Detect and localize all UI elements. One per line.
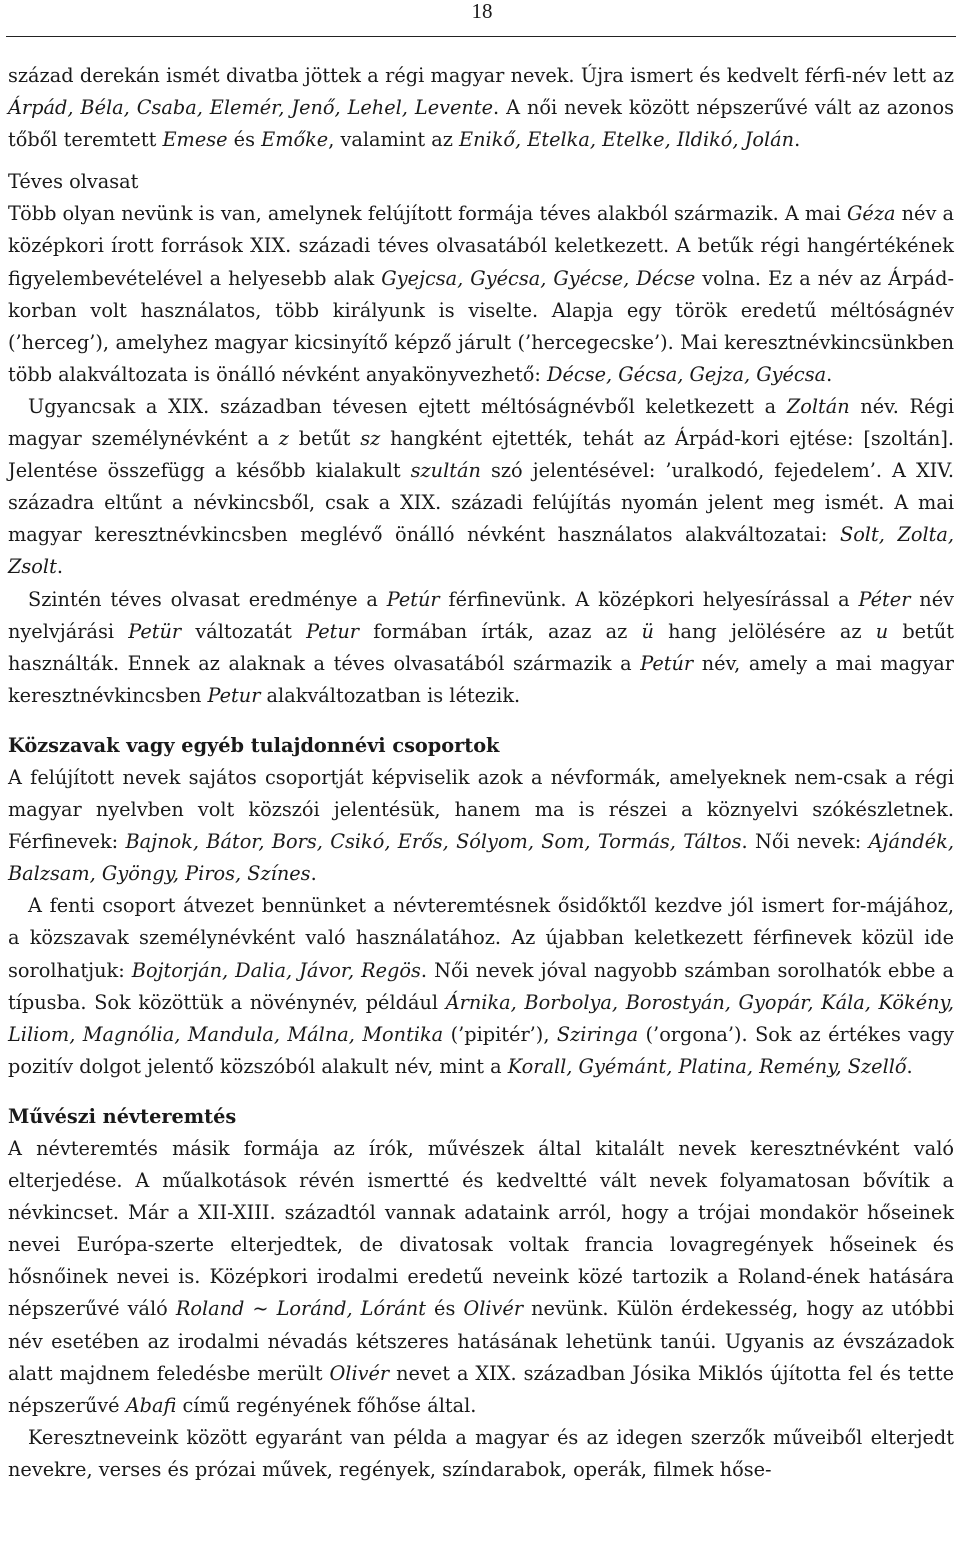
- text-run: és: [227, 128, 262, 152]
- text-run: .: [794, 128, 801, 152]
- italic-name: Ajándék, Balzsam, Gyöngy, Piros, Színes: [8, 830, 954, 886]
- paragraph-name-revival: [8, 60, 954, 156]
- paragraph-artistic-naming: [8, 1133, 954, 1422]
- text-run: Több olyan nevünk is van, amelynek felújított formája téves alakból származik. A mai: [8, 202, 848, 226]
- paragraph-foreign-works: [8, 1422, 954, 1486]
- text-run: volna. Ez a név az Árpád-korban volt használatos, több királyunk is viselte. Alapja egy török eredetű méltóságnév (’herceg’), amelyhez magyar kicsinyítő képző járult (’hercegecske’). Mai keresztnévkincsünkben több alakváltozata is önálló névként anyakönyvezhető:: [8, 266, 954, 386]
- text-run: A névteremtés másik formája az írók, művészek által kitalált nevek keresztnévként való elterjedése. A műalkotások révén ismertté és kedveltté vált nevek folyamatosan bővítik a névkincset. Már a XII-XIII. századtól vannak adataink arról, hogy a trójai mondakör hőseinek nevei Európa-szerte elterjedtek, de divatosak voltak francia lovagregények hőseinek és hősnőinek nevei is. Középkori irodalmi eredetű neveink közé tartozik a Roland-ének hatására népszerűvé váló: [8, 1137, 954, 1321]
- italic-name: Péter: [858, 587, 911, 611]
- text-run: változatát: [181, 619, 307, 643]
- text-run: . Női nevek:: [741, 830, 869, 854]
- text-run: és: [425, 1297, 464, 1321]
- text-run: hangként ejtették, tehát az Árpád-kori ejtése: [szoltán]. Jelentése összefügg a később kialakult: [8, 427, 954, 483]
- section-heading-muveszi: Művészi névteremtés: [8, 1104, 237, 1128]
- italic-name: Décse, Gécsa, Gejza, Gyécsa: [547, 362, 827, 386]
- text-run: .: [56, 555, 63, 579]
- text-run: betűt használták. Ennek az alaknak a téves olvasatából származik a: [8, 619, 954, 675]
- italic-name: Árpád, Béla, Csaba, Elemér, Jenő, Lehel, Levente: [8, 96, 493, 120]
- italic-name: Bajnok, Bátor, Bors, Csikó, Erős, Sólyom, Som, Tormás, Táltos: [125, 830, 742, 854]
- italic-name: Sziringa: [556, 1022, 639, 1046]
- italic-name: szultán: [410, 459, 481, 483]
- italic-name: Solt, Zolta, Zsolt: [8, 523, 954, 579]
- text-run: (’pipitér’),: [443, 1022, 557, 1046]
- paragraph-common-nouns: [8, 762, 954, 890]
- italic-name: Olivér: [329, 1361, 390, 1385]
- text-run: Szintén téves olvasat eredménye a: [28, 587, 387, 611]
- italic-name: Enikő, Etelka, Etelke, Ildikó, Jolán: [459, 128, 795, 152]
- italic-name: Roland ~ Loránd, Lóránt: [175, 1297, 426, 1321]
- italic-name: Abafi: [125, 1393, 177, 1417]
- page-number: 18: [471, 0, 493, 23]
- text-run: .: [826, 362, 833, 386]
- italic-name: Emőke: [261, 128, 329, 152]
- italic-name: z: [278, 427, 289, 451]
- italic-name: Bojtorján, Dalia, Jávor, Regös: [131, 958, 421, 982]
- section-heading-kozszavak: Közszavak vagy egyéb tulajdonnévi csoportok: [8, 733, 500, 757]
- text-run: , valamint az: [328, 128, 460, 152]
- text-run: című regényének főhőse által.: [176, 1393, 477, 1417]
- text-run: A fenti csoport átvezet bennünket a névteremtésnek ősidőktől kezdve jól ismert for-májához, a közszavak személynévként való használatához. Az újabban keletkezett férfinevek közül ide sorolhatjuk:: [8, 894, 954, 982]
- text-run: alakváltozatban is létezik.: [260, 683, 521, 707]
- text-run: Keresztneveink között egyaránt van példa a magyar és az idegen szerzők műveiből elterjedt nevekre, verses és prózai művek, regények, színdarabok, operák, filmek hőse-: [8, 1425, 954, 1481]
- text-run: nevet a XIX. században Jósika Miklós újította fel és tette népszerűvé: [8, 1361, 954, 1417]
- text-run: . A női nevek között népszerűvé vált az azonos tőből teremtett: [8, 96, 954, 152]
- italic-name: Géza: [847, 202, 896, 226]
- text-run: formában írták, azaz az: [359, 619, 642, 643]
- italic-name: Petur: [207, 683, 261, 707]
- text-run: század derekán ismét divatba jöttek a régi magyar nevek. Újra ismert és kedvelt férfi-név lett az: [8, 64, 954, 87]
- text-run: név a középkori írott források XIX. századi téves olvasatából keletkezett. A betűk régi hangértékének figyelembevételével a helyesebb alak: [8, 202, 954, 290]
- paragraph-zoltan: [8, 391, 954, 584]
- text-run: betűt: [288, 427, 361, 451]
- text-run: .: [906, 1054, 913, 1078]
- text-run: . Női nevek jóval nagyobb számban sorolhatók ebbe a típusba. Sok közöttük a növénynév, például: [8, 958, 954, 1014]
- text-run: férfinevünk. A középkori helyesírással a: [439, 587, 859, 611]
- italic-name: Zoltán: [786, 394, 850, 418]
- header-rule: [6, 36, 956, 37]
- text-run: (’orgona’). Sok az értékes vagy pozitív dolgot jelentő közszóból alakult név, mint a: [8, 1022, 954, 1078]
- italic-name: Korall, Gyémánt, Platina, Remény, Szellő: [507, 1054, 907, 1078]
- paragraph-petur: [8, 584, 954, 712]
- text-run: A felújított nevek sajátos csoportját képviselik azok a névformák, amelyeknek nem-csak a régi magyar nyelvben volt közszói jelentésük, hanem ma is részei a köznyelvi szókészletnek. Férfinevek:: [8, 765, 954, 854]
- italic-name: Olivér: [463, 1297, 524, 1321]
- italic-name: ü: [641, 619, 654, 643]
- italic-name: Emese: [162, 128, 228, 152]
- text-run: Ugyancsak a XIX. században tévesen ejtett méltóságnévből keletkezett a: [28, 394, 787, 418]
- subheading-teves-olvasat: Téves olvasat: [8, 170, 139, 194]
- paragraph-geza: [8, 198, 954, 391]
- paragraph-common-nouns-2: [8, 890, 954, 1083]
- text-run: .: [310, 862, 317, 886]
- italic-name: Petúr: [386, 587, 440, 611]
- italic-name: Petur: [306, 619, 360, 643]
- italic-name: Petür: [128, 619, 182, 643]
- text-run: név, amely a mai magyar keresztnévkincsben: [8, 651, 954, 707]
- text-run: hang jelölésére az: [653, 619, 876, 643]
- italic-name: Árnika, Borbolya, Borostyán, Gyopár, Kála, Kökény, Liliom, Magnólia, Mandula, Málna, Montika: [8, 990, 954, 1046]
- text-run: név nyelvjárási: [8, 587, 955, 643]
- italic-name: Gyejcsa, Gyécsa, Gyécse, Décse: [381, 266, 696, 290]
- text-run: szó jelentésével: ’uralkodó, fejedelem’. A XIV. századra eltűnt a névkincsből, csak a XIX. századi felújítás nyomán jelent meg ismét. A mai magyar keresztnévkincsben meglévő önálló névként használatos alakváltozatai:: [8, 459, 954, 547]
- page-body: [8, 60, 954, 1486]
- italic-name: u: [875, 619, 889, 643]
- text-run: név. Régi magyar személynévként a: [8, 394, 954, 451]
- text-run: nevünk. Külön érdekesség, hogy az utóbbi név esetében az irodalmi névadás kétszeres hatásának lehetünk tanúi. Ugyanis az évszázadok alatt majdnem feledésbe merült: [8, 1297, 954, 1385]
- italic-name: Petúr: [640, 651, 694, 675]
- italic-name: sz: [360, 427, 381, 451]
